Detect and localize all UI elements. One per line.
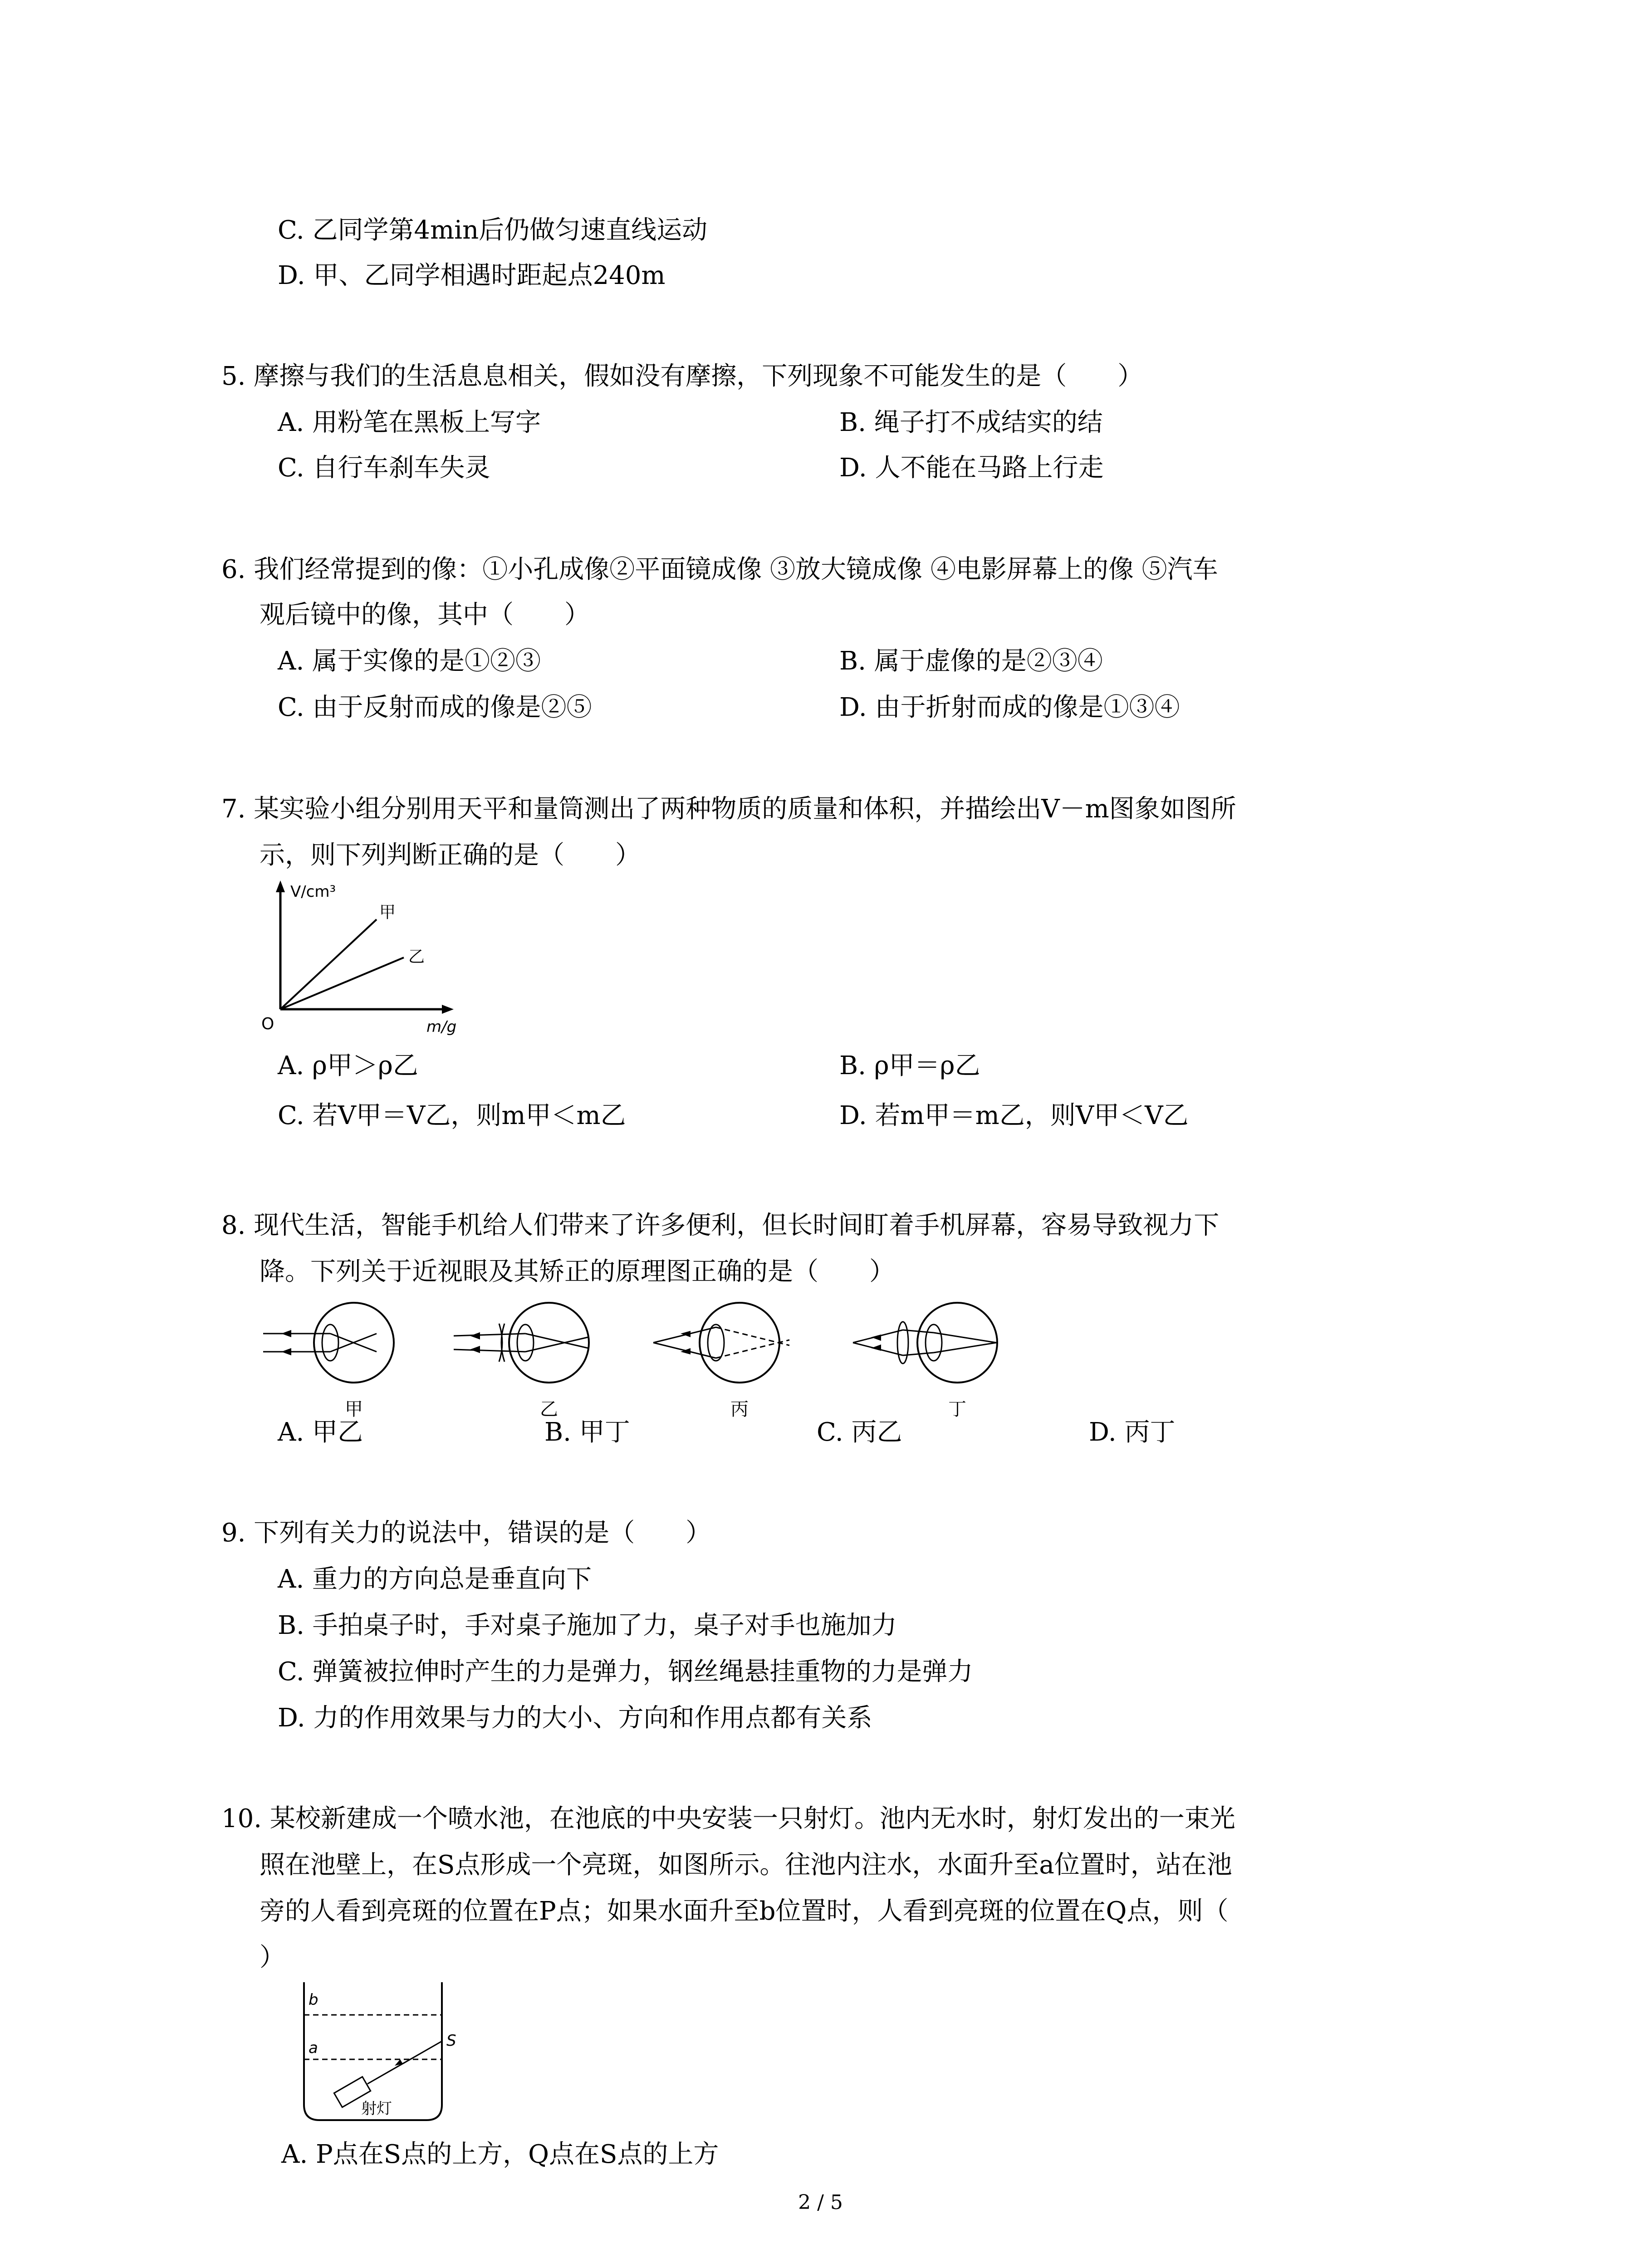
q5-option-c: C. 自行车刹车失灵 [278,453,490,483]
x-axis-arrow [442,1005,454,1014]
q7-option-d: D. 若m甲＝m乙，则V甲＜V乙 [839,1101,1189,1130]
eye-diagram-bing [653,1303,789,1420]
q7-option-b: B. ρ甲＝ρ乙 [839,1051,980,1080]
eye-diagram-ding [853,1303,997,1420]
q6-option-a: A. 属于实像的是①②③ [278,646,541,676]
q6-option-b: B. 属于虚像的是②③④ [839,646,1103,676]
q6-option-c: C. 由于反射而成的像是②⑤ [278,693,592,722]
q4-option-c: C. 乙同学第4min后仍做匀速直线运动 [278,215,708,245]
origin-label: O [261,1015,274,1033]
line-jia [280,919,377,1009]
q5-option-d: D. 人不能在马路上行走 [839,453,1104,483]
label-ding: 丁 [948,1399,966,1420]
line-yi-label: 乙 [408,948,425,966]
q10-option-a: A. P点在S点的上方，Q点在S点的上方 [281,2140,719,2169]
q8-option-c: C. 丙乙 [817,1418,902,1447]
q9-option-d: D. 力的作用效果与力的大小、方向和作用点都有关系 [278,1703,872,1733]
q9-option-b: B. 手拍桌子时，手对桌子施加了力，桌子对手也施加力 [278,1611,897,1640]
label-yi: 乙 [540,1399,558,1420]
q8-stem-line1: 8. 现代生活，智能手机给人们带来了许多便利，但长时间盯着手机屏幕，容易导致视力下 [221,1211,1220,1240]
eye-diagram-yi [454,1303,589,1420]
q5-option-b: B. 绳子打不成结实的结 [839,408,1103,437]
label-b: b [309,1991,318,2009]
q4-option-d: D. 甲、乙同学相遇时距起点240m [278,261,666,290]
q8-stem-line2: 降。下列关于近视眼及其矫正的原理图正确的是（ ） [260,1257,895,1286]
q7-stem-line2: 示，则下列判断正确的是（ ） [260,841,641,870]
q10-stem-line2: 照在池壁上，在S点形成一个亮斑，如图所示。往池内注水，水面升至a位置时，站在池 [260,1850,1232,1880]
q9-option-c: C. 弹簧被拉伸时产生的力是弹力，钢丝绳悬挂重物的力是弹力 [278,1657,973,1686]
eye-diagram-jia [263,1303,394,1420]
y-axis-label: V/cm³ [290,883,336,901]
q8-option-d: D. 丙丁 [1089,1418,1176,1447]
label-bing: 丙 [730,1399,749,1420]
q10-stem-line4: ） [260,1943,285,1972]
q7-v-m-graph [254,878,472,1041]
line-yi [280,958,404,1009]
label-a: a [309,2039,318,2057]
q10-stem-line1: 10. 某校新建成一个喷水池，在池底的中央安装一只射灯。池内无水时，射灯发出的一束光 [221,1804,1235,1833]
q6-option-d: D. 由于折射而成的像是①③④ [839,693,1180,722]
q9-stem: 9. 下列有关力的说法中，错误的是（ ） [221,1518,711,1548]
q8-eye-diagrams [263,1297,1043,1424]
q5-option-a: A. 用粉笔在黑板上写字 [278,408,541,437]
label-s: S [446,2032,456,2050]
q9-option-a: A. 重力的方向总是垂直向下 [278,1564,592,1594]
q5-stem: 5. 摩擦与我们的生活息息相关，假如没有摩擦，下列现象不可能发生的是（ ） [221,362,1143,391]
label-lamp: 射灯 [361,2100,392,2118]
light-ray [367,2041,442,2084]
q10-stem-line3: 旁的人看到亮斑的位置在P点；如果水面升至b位置时，人看到亮斑的位置在Q点，则（ [260,1897,1229,1926]
line-jia-label: 甲 [379,903,396,922]
page-number: 2 / 5 [798,2191,843,2214]
q7-stem-line1: 7. 某实验小组分别用天平和量筒测出了两种物质的质量和体积，并描绘出V－m图象如图所 [221,794,1236,824]
label-jia: 甲 [345,1399,363,1420]
q8-option-a: A. 甲乙 [278,1418,363,1447]
q7-option-c: C. 若V甲＝V乙，则m甲＜m乙 [278,1101,626,1130]
q10-pool-figure [281,1978,490,2132]
y-axis-arrow [276,880,285,892]
q6-stem-line1: 6. 我们经常提到的像：①小孔成像②平面镜成像 ③放大镜成像 ④电影屏幕上的像 ⑤汽车 [221,555,1218,584]
x-axis-label: m/g [426,1018,457,1036]
q7-option-a: A. ρ甲＞ρ乙 [278,1051,418,1080]
q6-stem-line2: 观后镜中的像，其中（ ） [260,600,590,630]
q8-option-b: B. 甲丁 [544,1418,630,1447]
